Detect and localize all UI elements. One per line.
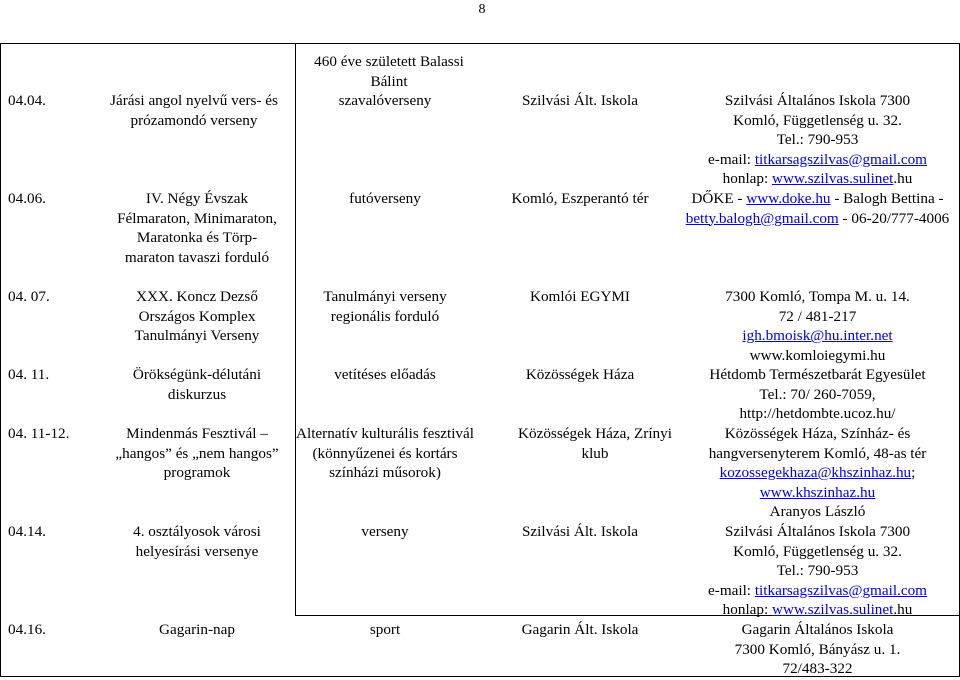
email-link[interactable]: kozossegekhaza@khszinhaz.hu [719, 464, 912, 482]
row-contact [680, 620, 955, 679]
contact-text: - 06-20/777-4006 [838, 209, 950, 227]
website-prefix: honlap: [722, 601, 773, 619]
contact-line: Szilvási Általános Iskola 7300 [724, 92, 911, 109]
row-place: Közösségek Háza [525, 366, 635, 383]
row-place: Közösségek Háza, Zrínyi klub [518, 425, 672, 462]
row-contact [680, 522, 955, 620]
contact-line: www.komloiegymi.hu [749, 346, 886, 364]
row-title: Mindenmás Fesztivál – „hangos” és „nem hangos” programok [115, 425, 279, 482]
email-link[interactable]: igh.bmoisk@hu.inter.net [742, 327, 893, 345]
contact-line: Komló, Függetlenség u. 32. [733, 111, 902, 129]
email-link[interactable]: betty.balogh@gmail.com [685, 209, 839, 227]
website-suffix: .hu [893, 170, 913, 188]
row-date: 04.04. [8, 92, 46, 109]
row-place: Komlói EGYMI [530, 288, 630, 305]
website-link[interactable]: www.khszinhaz.hu [759, 483, 876, 501]
row-type: futóverseny [349, 190, 421, 207]
row-place: Szilvási Ált. Iskola [521, 92, 638, 109]
row-contact [680, 287, 955, 365]
website-line [680, 483, 955, 503]
event-heading: 460 éve született Balassi Bálint [314, 53, 464, 90]
contact-line: 7300 Komló, Tompa M. u. 14. [725, 288, 910, 305]
contact-line: Tel.: 790-953 [776, 131, 859, 149]
row-date: 04. 11-12. [8, 425, 70, 442]
email-prefix: e-mail: [708, 581, 755, 599]
contact-text: DŐKE - [691, 190, 747, 207]
website-line [680, 600, 955, 620]
contact-line: hangversenyterem Komló, 48-as tér [708, 444, 927, 462]
row-contact [680, 424, 955, 522]
contact-separator: ; [911, 464, 916, 482]
row-title: IV. Négy Évszak Félmaraton, Minimaraton, Maratonka és Törp-maraton tavaszi forduló [117, 190, 277, 266]
row-title: XXX. Koncz Dezső Országos Komplex Tanulmányi Verseny [134, 288, 260, 345]
row-contact [680, 189, 955, 228]
row-title: Járási angol nyelvű vers- és prózamondó verseny [110, 92, 278, 129]
email-line [680, 581, 955, 601]
row-date: 04. 07. [8, 288, 50, 305]
table-border-left [0, 43, 1, 677]
contact-text: - Balogh Bettina - [830, 190, 944, 207]
row-place: Komló, Eszperantó tér [511, 190, 649, 207]
row-type: Tanulmányi verseny regionális forduló [323, 288, 447, 325]
contact-line: Tel.: 70/ 260-7059, [759, 385, 876, 403]
contact-line: Komló, Függetlenség u. 32. [733, 542, 902, 560]
website-suffix: .hu [893, 601, 913, 619]
contact-line: http://hetdombte.ucoz.hu/ [739, 405, 896, 423]
email-prefix: e-mail: [708, 150, 755, 168]
email-line [680, 326, 955, 346]
contact-line: Hétdomb Természetbarát Egyesület [709, 366, 926, 383]
table-border-top [0, 43, 960, 44]
email-line [680, 150, 955, 170]
contact-line: Szilvási Általános Iskola 7300 [724, 523, 911, 540]
row-contact [680, 365, 955, 424]
email-line [680, 463, 955, 483]
row-date: 04.16. [8, 621, 46, 638]
row-type: szavalóverseny [338, 92, 432, 109]
contact-line: Tel.: 790-953 [776, 562, 859, 580]
row-type: sport [369, 621, 401, 638]
website-link[interactable]: www.doke.hu [746, 190, 831, 207]
contact-line: 72 / 481-217 [778, 307, 857, 325]
page-number: 8 [478, 2, 486, 17]
email-link[interactable]: titkarsagszilvas@gmail.com [754, 150, 927, 168]
website-link[interactable]: www.szilvas.sulinet [772, 601, 894, 619]
contact-person: Aranyos László [769, 503, 866, 521]
row-date: 04.06. [8, 190, 46, 207]
email-link[interactable]: titkarsagszilvas@gmail.com [754, 581, 927, 599]
row-title: 4. osztályosok városi helyesírási versenye [133, 523, 261, 560]
row-type: Alternatív kulturális fesztivál (könnyűzenei és kortárs színházi műsorok) [296, 425, 474, 482]
website-link[interactable]: www.szilvas.sulinet [772, 170, 894, 188]
row-date: 04. 11. [8, 366, 50, 383]
row-title: Örökségünk-délutáni diskurzus [132, 366, 262, 403]
row-contact [680, 91, 955, 189]
row-date: 04.14. [8, 523, 46, 540]
website-line [680, 169, 955, 189]
row-type: verseny [361, 523, 409, 540]
row-type: vetítéses előadás [334, 366, 436, 383]
row-place: Szilvási Ált. Iskola [521, 523, 638, 540]
column-divider [295, 43, 296, 615]
row-title: Gagarin-nap [159, 621, 235, 638]
contact-line: 7300 Komló, Bányász u. 1. [734, 640, 901, 658]
website-prefix: honlap: [722, 170, 773, 188]
contact-line: 72/483-322 [782, 660, 853, 678]
contact-line: Gagarin Általános Iskola [741, 621, 894, 638]
contact-line: Közösségek Háza, Színház- és [724, 425, 911, 442]
row-place: Gagarin Ált. Iskola [521, 621, 639, 638]
